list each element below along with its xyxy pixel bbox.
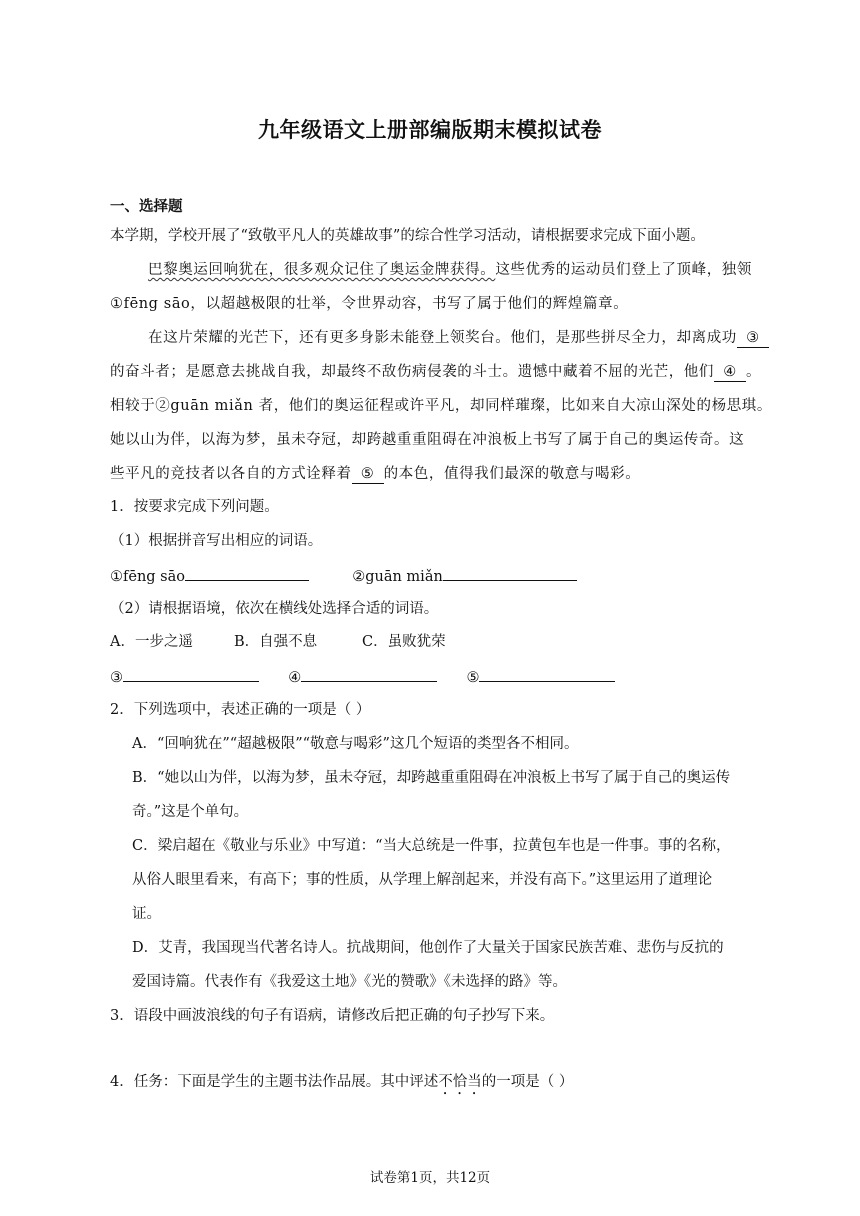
section-heading: 一、选择题 — [110, 198, 183, 215]
question-4-text: 4．任务：下面是学生的主题书法作品展。其中评述 — [110, 1074, 439, 1090]
question-2-option-b: B．“她以山为伴，以海为梦，虽未夺冠，却跨越重重阻碍在冲浪板上书写了属于自己的奥运传 — [132, 770, 731, 786]
option-a: A．一步之遥 — [110, 634, 193, 650]
passage-line — [110, 361, 761, 383]
answer-line-1[interactable] — [185, 564, 309, 581]
question-2-option-d-cont: 爱国诗篇。代表作有《我爱这土地》《光的赞歌》《未选择的路》等。 — [132, 974, 567, 990]
blank-3: ③ — [737, 329, 769, 348]
pinyin-2-label: ②guān miǎn — [352, 569, 443, 585]
question-4-stem — [110, 1071, 573, 1098]
passage-line: ①fēng sāo，以超越极限的壮举，令世界动容，书写了属于他们的辉煌篇章。 — [110, 296, 629, 312]
passage-text: 这些优秀的运动员们登上了顶峰，独领 — [495, 262, 753, 278]
passage-text: 些平凡的竞技者以各自的方式诠释着 — [110, 466, 352, 482]
answer-line-3[interactable] — [123, 665, 259, 682]
question-1-sub1: （1）根据拼音写出相应的词语。 — [110, 533, 323, 549]
choice-options-row — [110, 631, 446, 653]
page-footer: 试卷第1页，共12页 — [369, 1170, 491, 1186]
question-2-option-c: C．梁启超在《敬业与乐业》中写道：“当大总统是一件事，拉黄包车也是一件事。事的名称， — [132, 838, 731, 854]
question-2-stem: 2．下列选项中，表述正确的一项是（ ） — [110, 702, 371, 718]
fill-3-label: ③ — [110, 670, 123, 686]
question-1-stem: 1．按要求完成下列问题。 — [110, 499, 279, 515]
question-4-text: 的一项是（ ） — [481, 1074, 574, 1090]
passage-line: 她以山为伴，以海为梦，虽未夺冠，却跨越重重阻碍在冲浪板上书写了属于自己的奥运传奇。这 — [110, 432, 745, 448]
passage-line — [110, 463, 640, 485]
answer-line-2[interactable] — [443, 564, 577, 581]
blank-5: ⑤ — [352, 465, 384, 484]
intro-text: 本学期，学校开展了“致敬平凡人的英雄故事”的综合性学习活动，请根据要求完成下面小题。 — [110, 228, 705, 244]
blank-4: ④ — [714, 363, 746, 382]
question-2-option-c-cont: 证。 — [132, 906, 161, 922]
question-2-option-d: D．艾青，我国现当代著名诗人。抗战期间，他创作了大量关于国家民族苦难、悲伤与反抗的 — [132, 940, 724, 956]
question-2-option-a: A．“回响犹在”“超越极限”“敬意与喝彩”这几个短语的类型各不相同。 — [132, 736, 579, 752]
emphasized-text: 不恰当 — [438, 1074, 482, 1090]
passage-line — [148, 259, 752, 281]
passage-line — [148, 327, 769, 349]
fill-4-label: ④ — [288, 670, 302, 686]
option-c: C．虽败犹荣 — [362, 634, 446, 650]
answer-line-4[interactable] — [301, 665, 437, 682]
wavy-sentence: 巴黎奥运回响犹在，很多观众记住了奥运金牌获得。 — [148, 262, 496, 278]
question-2-option-c-cont: 从俗人眼里看来，有高下；事的性质，从学理上解剖起来，并没有高下。”这里运用了道理论 — [132, 872, 713, 888]
fill-5-label: ⑤ — [466, 670, 480, 686]
fill-answer-row — [110, 665, 615, 689]
passage-text: 的奋斗者；是愿意去挑战自我，却最终不敌伤病侵袭的斗士。遗憾中藏着不屈的光芒，他们 — [110, 364, 714, 380]
question-3-stem: 3．语段中画波浪线的句子有语病，请修改后把正确的句子抄写下来。 — [110, 1008, 555, 1024]
passage-line: 相较于②guān miǎn 者，他们的奥运征程或许平凡，却同样璀璨，比如来自大凉山深处的杨思琪。 — [110, 398, 772, 414]
passage-text: 的本色，值得我们最深的敬意与喝彩。 — [383, 466, 641, 482]
option-b: B．自强不息 — [234, 634, 318, 650]
question-2-option-b-cont: 奇。”这是个单句。 — [132, 804, 249, 820]
pinyin-answer-row — [110, 564, 577, 588]
pinyin-1-label: ①fēng sāo — [110, 569, 185, 585]
passage-text: 在这片荣耀的光芒下，还有更多身影未能登上领奖台。他们，是那些拼尽全力，却离成功 — [148, 330, 737, 346]
question-1-sub2: （2）请根据语境，依次在横线处选择合适的词语。 — [110, 601, 439, 617]
exam-title: 九年级语文上册部编版期末模拟试卷 — [258, 117, 602, 142]
answer-line-5[interactable] — [479, 665, 615, 682]
passage-text: 。 — [746, 364, 762, 380]
